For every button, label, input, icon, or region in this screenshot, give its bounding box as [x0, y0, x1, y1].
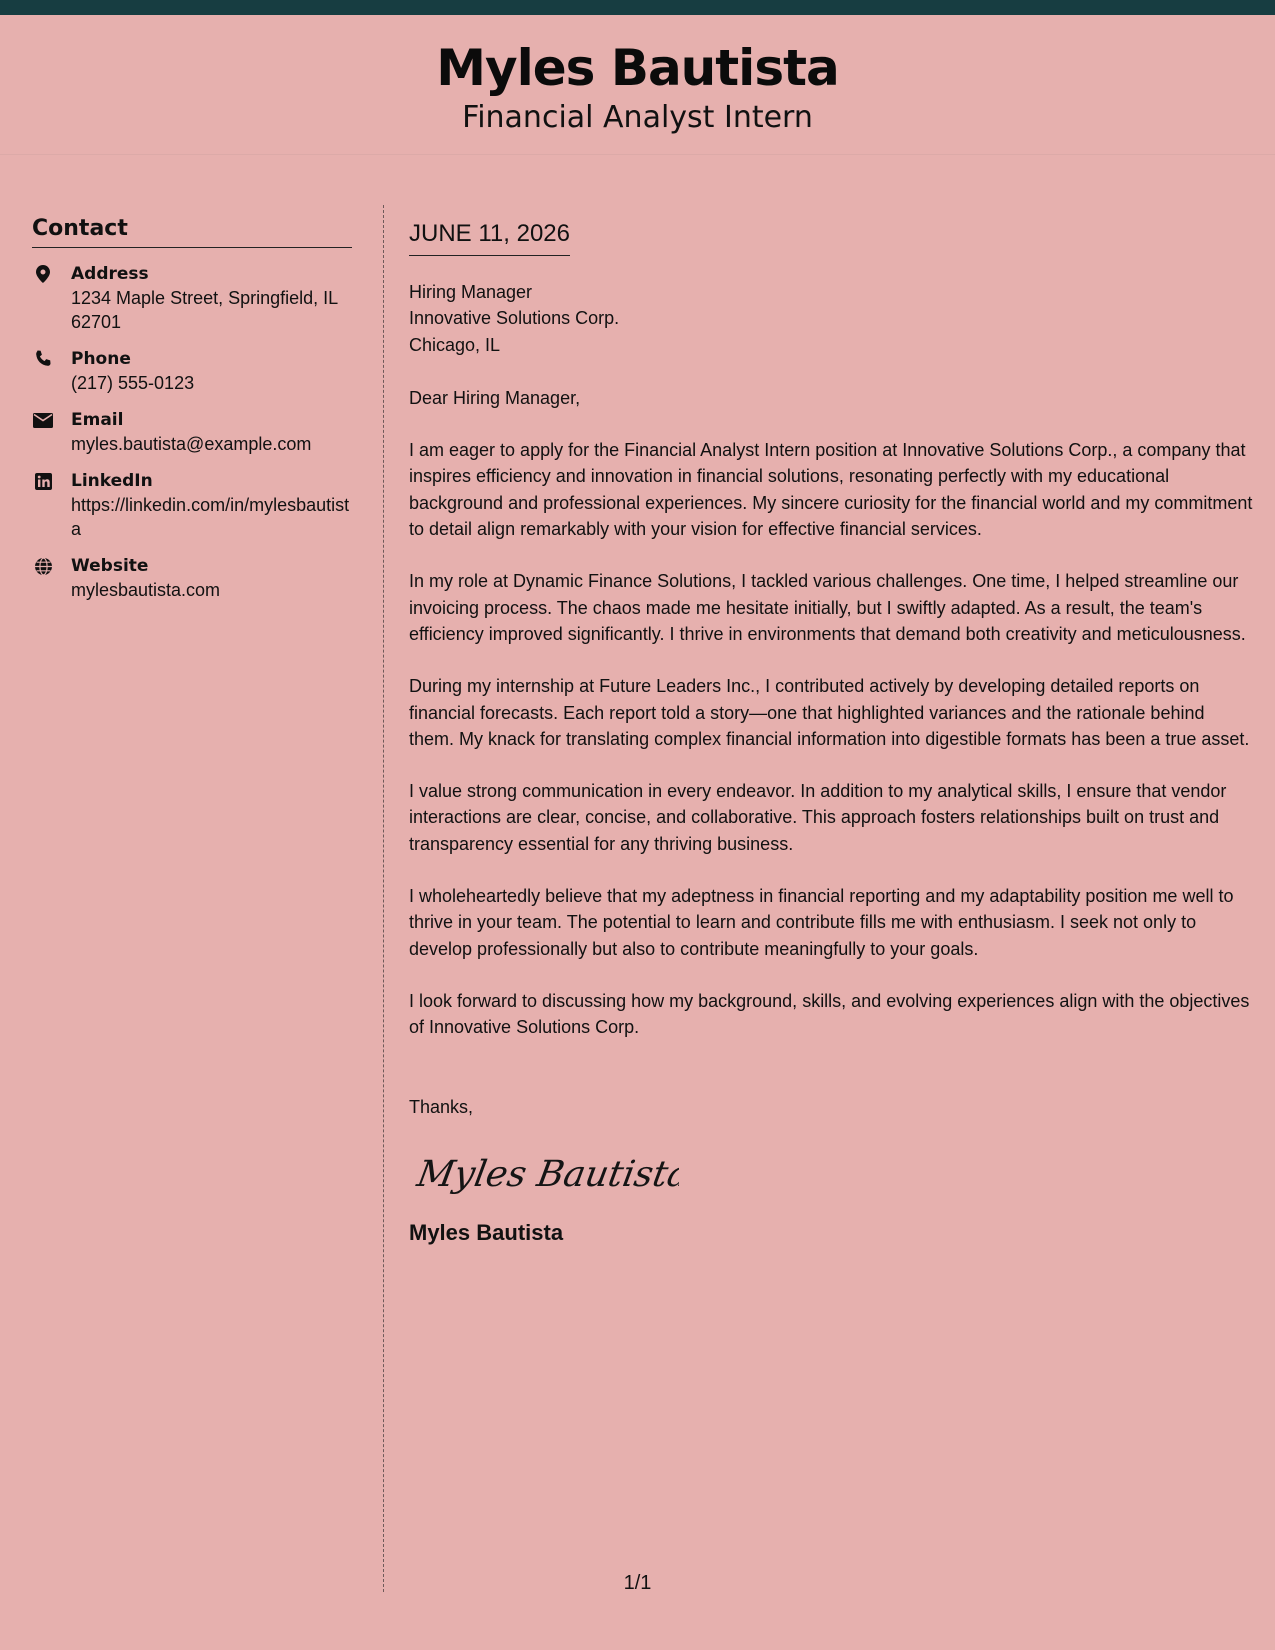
recipient-line: Chicago, IL	[409, 334, 501, 355]
linkedin-value[interactable]: https://linkedin.com/in/mylesbautista	[71, 495, 350, 539]
contact-heading: Contact	[32, 218, 352, 248]
page-number: 1/1	[623, 1572, 652, 1594]
contact-address	[32, 262, 352, 334]
applicant-name: Myles Bautista	[436, 39, 839, 97]
address-label: Address	[71, 264, 149, 284]
letter-date: JUNE 11, 2026	[409, 222, 570, 256]
recipient-line: Hiring Manager	[409, 282, 533, 302]
globe-icon	[32, 556, 54, 576]
letter-paragraph: I am eager to apply for the Financial Analyst Intern position at Innovative Solutions Corp., a company that inspires efficiency and innovation in financial solutions, resonating perfectly with my educational background and professional experiences. My sincere curiosity for the financial world and my commitment to detail align remarkably with your vision for effective financial services.	[409, 440, 1253, 540]
letter-paragraph: I value strong communication in every endeavor. In addition to my analytical skills, I ensure that vendor interactions are clear, concise, and collaborative. This approach fosters relationships built on trust and transparency essential for any thriving business.	[409, 781, 1227, 854]
job-title: Financial Analyst Intern	[462, 100, 813, 135]
letter-paragraph: I look forward to discussing how my background, skills, and evolving experiences align with the objectives of Innovative Solutions Corp.	[409, 990, 1250, 1038]
contact-sidebar	[32, 218, 352, 602]
contact-linkedin	[32, 469, 352, 541]
cover-letter-body	[409, 222, 1254, 1244]
email-label: Email	[71, 410, 124, 430]
signed-name: Myles Bautista	[409, 1219, 564, 1245]
salutation: Dear Hiring Manager,	[409, 387, 581, 408]
letter-paragraph: In my role at Dynamic Finance Solutions, I tackled various challenges. One time, I helped streamline our invoicing process. The chaos made me hesitate initially, but I swiftly adapted. As a result, the team's efficiency improved significantly. I thrive in environments that demand both creativity and meticulousness.	[409, 571, 1246, 644]
closing: Thanks,	[409, 1096, 474, 1117]
linkedin-icon	[32, 471, 54, 491]
address-value: 1234 Maple Street, Springfield, IL 62701	[71, 288, 338, 332]
recipient-block	[409, 279, 1254, 358]
linkedin-label: LinkedIn	[71, 471, 153, 491]
phone-icon	[32, 349, 54, 369]
letter-paragraph: During my internship at Future Leaders Inc., I contributed actively by developing detailed reports on financial forecasts. Each report told a story—one that highlighted variances and the rationale behind them. My knack for translating complex financial information into digestible formats has been a true asset.	[409, 676, 1250, 749]
map-pin-icon	[32, 264, 54, 284]
contact-website	[32, 554, 352, 602]
top-accent-bar	[0, 0, 1275, 15]
website-label: Website	[71, 556, 149, 576]
contact-phone	[32, 347, 352, 395]
letter-paragraph: I wholeheartedly believe that my adeptness in financial reporting and my adaptability position me well to thrive in your team. The potential to learn and contribute fills me with enthusiasm. I seek not only to develop professionally but also to contribute meaningfully to your goals.	[409, 886, 1234, 959]
website-value[interactable]: mylesbautista.com	[71, 580, 221, 600]
svg-text:Myles Bautista: Myles Bautista	[414, 1152, 679, 1195]
phone-label: Phone	[71, 349, 131, 369]
contact-email	[32, 408, 352, 456]
column-divider	[383, 205, 384, 1592]
handwritten-signature	[409, 1144, 1254, 1204]
email-value: myles.bautista@example.com	[71, 434, 312, 454]
phone-value: (217) 555-0123	[71, 373, 195, 393]
signature-image	[409, 1144, 679, 1204]
recipient-line: Innovative Solutions Corp.	[409, 308, 620, 329]
page-header	[0, 15, 1275, 155]
envelope-icon	[32, 410, 54, 430]
